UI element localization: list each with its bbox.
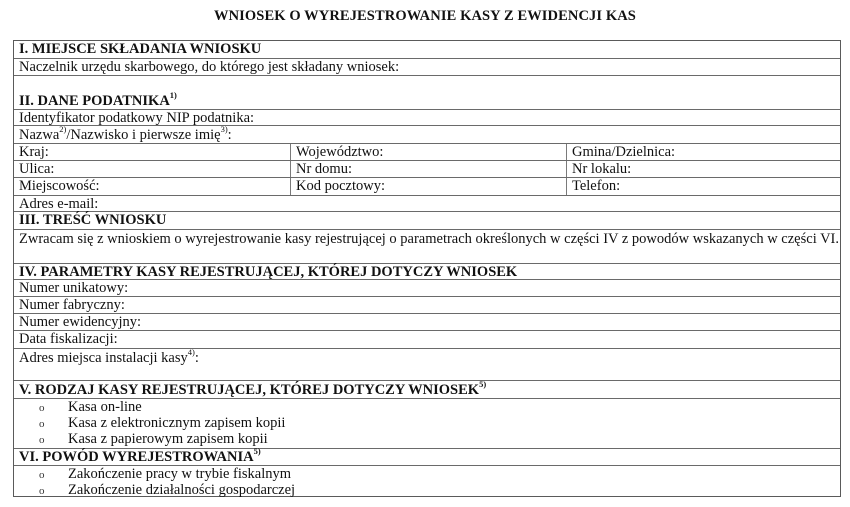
postal-code-field[interactable]: Kod pocztowy:: [290, 178, 566, 195]
section-3-heading: III. TREŚĆ WNIOSKU: [19, 212, 167, 228]
section-3-heading-row: [14, 211, 840, 229]
tax-office-row[interactable]: [14, 58, 840, 75]
radio-circle-icon[interactable]: o: [39, 469, 45, 481]
footnote-marker: 5): [479, 379, 487, 390]
option-online-register[interactable]: o Kasa on-line: [39, 399, 142, 415]
radio-circle-icon[interactable]: o: [39, 485, 45, 497]
street-field[interactable]: Ulica:: [19, 161, 55, 177]
city-field[interactable]: Miejscowość:: [19, 178, 100, 194]
footnote-marker: 4): [187, 347, 195, 358]
request-content-row: [14, 229, 840, 263]
section-1-heading-row: [14, 41, 840, 58]
nip-label: Identyfikator podatkowy NIP podatnika:: [19, 110, 255, 126]
unique-number-label: Numer unikatowy:: [19, 280, 129, 296]
option-end-business-activity[interactable]: o Zakończenie działalności gospodarczej: [39, 482, 296, 498]
fiscalization-date-row[interactable]: [14, 330, 840, 348]
registration-number-row[interactable]: [14, 313, 840, 330]
install-address-row[interactable]: [14, 348, 840, 380]
nip-row[interactable]: [14, 109, 840, 125]
apartment-number-field[interactable]: Nr lokalu:: [566, 161, 840, 177]
serial-number-label: Numer fabryczny:: [19, 297, 125, 313]
section-2-heading-row: [14, 75, 840, 109]
register-type-options: [14, 398, 840, 448]
radio-circle-icon[interactable]: o: [39, 418, 45, 430]
deregistration-reason-options: [14, 465, 840, 497]
name-label: Nazwa$^{2)}$/Nazwisko i pierwsze imię$^{3)}$:: [19, 124, 232, 143]
option-electronic-copy-register[interactable]: o Kasa z elektronicznym zapisem kopii: [39, 415, 286, 431]
radio-circle-icon[interactable]: o: [39, 402, 45, 414]
phone-field[interactable]: Telefon:: [566, 178, 840, 195]
address-row: [14, 160, 840, 177]
fiscalization-date-label: Data fiskalizacji:: [19, 331, 118, 347]
name-row[interactable]: [14, 125, 840, 143]
section-6-heading: VI. POWÓD WYREJESTROWANIA$^{5)}$: [19, 446, 261, 465]
section-4-heading-row: [14, 263, 840, 279]
section-5-heading-row: [14, 380, 840, 398]
footnote-marker: 3): [220, 124, 228, 135]
request-content-text: Zwracam się z wnioskiem o wyrejestrowanie kasy rejestrującej o parametrach określonych w części IV z powodów wskazanych w części VI.: [19, 231, 840, 247]
email-label: Adres e-mail:: [19, 196, 99, 212]
document-title: WNIOSEK O WYREJESTROWANIE KASY Z EWIDENCJI KAS: [214, 8, 636, 24]
registration-number-label: Numer ewidencyjny:: [19, 314, 142, 330]
footnote-marker: 5): [253, 446, 261, 457]
tax-office-label: Naczelnik urzędu skarbowego, do którego jest składany wniosek:: [19, 59, 400, 75]
country-field[interactable]: Kraj:: [19, 144, 49, 160]
radio-circle-icon[interactable]: o: [39, 434, 45, 446]
section-2-heading: II. DANE PODATNIKA$^{1)}$: [19, 90, 177, 109]
footnote-marker: 2): [59, 124, 67, 135]
voivodeship-field[interactable]: Województwo:: [290, 144, 566, 160]
install-address-label: Adres miejsca instalacji kasy$^{4)}$:: [19, 347, 199, 366]
municipality-field[interactable]: Gmina/Dzielnica:: [566, 144, 840, 160]
email-row[interactable]: [14, 195, 840, 211]
section-4-heading: IV. PARAMETRY KASY REJESTRUJĄCEJ, KTÓREJ DOTYCZY WNIOSEK: [19, 264, 518, 280]
section-1-heading: I. MIEJSCE SKŁADANIA WNIOSKU: [19, 41, 262, 57]
unique-number-row[interactable]: [14, 279, 840, 296]
application-form: [13, 40, 841, 497]
address-row: [14, 143, 840, 160]
serial-number-row[interactable]: [14, 296, 840, 313]
house-number-field[interactable]: Nr domu:: [290, 161, 566, 177]
option-paper-copy-register[interactable]: o Kasa z papierowym zapisem kopii: [39, 431, 268, 447]
section-5-heading: V. RODZAJ KASY REJESTRUJĄCEJ, KTÓREJ DOTYCZY WNIOSEK$^{5)}$: [19, 379, 487, 398]
footnote-marker: 1): [169, 90, 177, 101]
option-end-fiscal-mode[interactable]: o Zakończenie pracy w trybie fiskalnym: [39, 466, 292, 482]
address-row: [14, 177, 840, 195]
section-6-heading-row: [14, 448, 840, 465]
